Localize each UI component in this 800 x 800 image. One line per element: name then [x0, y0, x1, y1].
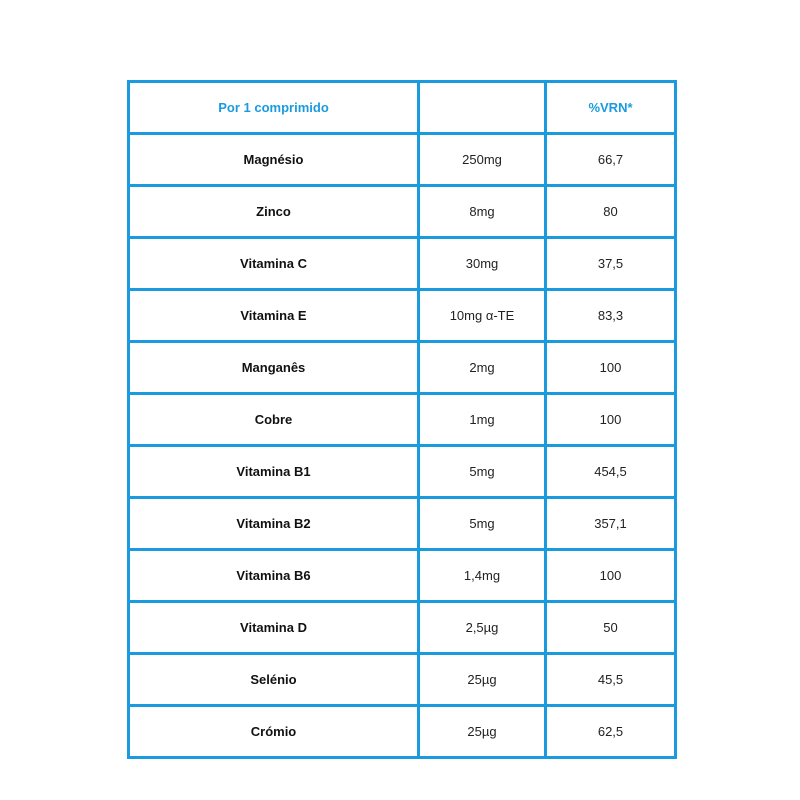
nutrient-amount: 5mg: [419, 498, 546, 550]
table-row: [129, 446, 676, 498]
nutrient-amount: 25µg: [419, 706, 546, 758]
nutrient-vrn: 62,5: [546, 706, 676, 758]
nutrient-amount: 250mg: [419, 134, 546, 186]
nutrient-amount: 10mg α-TE: [419, 290, 546, 342]
header-per-tablet: Por 1 comprimido: [129, 82, 419, 134]
nutrient-amount: 2mg: [419, 342, 546, 394]
nutrient-name: Vitamina B6: [129, 550, 419, 602]
nutrition-table: [127, 80, 677, 759]
nutrient-name: Selénio: [129, 654, 419, 706]
table-row: [129, 654, 676, 706]
nutrient-name: Vitamina B2: [129, 498, 419, 550]
nutrient-vrn: 100: [546, 550, 676, 602]
nutrient-vrn: 454,5: [546, 446, 676, 498]
table-row: [129, 238, 676, 290]
table-row: [129, 134, 676, 186]
nutrient-vrn: 83,3: [546, 290, 676, 342]
header-vrn: %VRN*: [546, 82, 676, 134]
table-row: [129, 290, 676, 342]
nutrient-vrn: 45,5: [546, 654, 676, 706]
nutrient-name: Vitamina C: [129, 238, 419, 290]
nutrient-vrn: 80: [546, 186, 676, 238]
nutrient-amount: 30mg: [419, 238, 546, 290]
nutrient-amount: 1mg: [419, 394, 546, 446]
nutrient-amount: 5mg: [419, 446, 546, 498]
nutrient-vrn: 37,5: [546, 238, 676, 290]
table-row: [129, 602, 676, 654]
nutrient-vrn: 66,7: [546, 134, 676, 186]
table-header-row: [129, 82, 676, 134]
table-row: [129, 550, 676, 602]
nutrient-vrn: 50: [546, 602, 676, 654]
nutrient-vrn: 100: [546, 342, 676, 394]
nutrient-name: Cobre: [129, 394, 419, 446]
nutrient-amount: 8mg: [419, 186, 546, 238]
nutrient-amount: 1,4mg: [419, 550, 546, 602]
nutrient-name: Magnésio: [129, 134, 419, 186]
nutrient-name: Zinco: [129, 186, 419, 238]
nutrient-name: Manganês: [129, 342, 419, 394]
header-amount: [419, 82, 546, 134]
nutrient-name: Crómio: [129, 706, 419, 758]
nutrient-name: Vitamina E: [129, 290, 419, 342]
nutrient-amount: 25µg: [419, 654, 546, 706]
table-row: [129, 394, 676, 446]
nutrient-vrn: 100: [546, 394, 676, 446]
nutrient-name: Vitamina B1: [129, 446, 419, 498]
nutrient-vrn: 357,1: [546, 498, 676, 550]
nutrient-name: Vitamina D: [129, 602, 419, 654]
table-row: [129, 706, 676, 758]
table-row: [129, 498, 676, 550]
nutrient-amount: 2,5µg: [419, 602, 546, 654]
table-row: [129, 342, 676, 394]
table-row: [129, 186, 676, 238]
